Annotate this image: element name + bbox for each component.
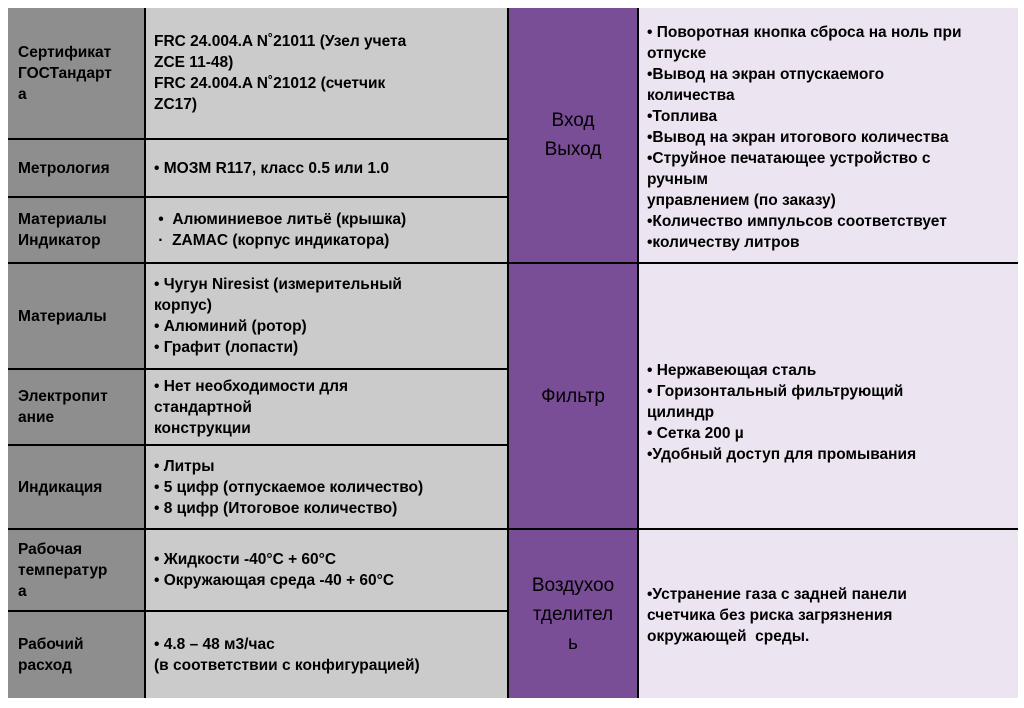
row-value-power (146, 370, 507, 444)
value-line: FRC 24.004.A N˚21012 (счетчик (154, 75, 386, 92)
value-line: • Литры (154, 457, 215, 475)
section-item: цилиндр (647, 404, 715, 421)
specification-table (8, 8, 1018, 698)
heading-lines (532, 571, 614, 658)
value-line: • 8 цифр (Итоговое количество) (154, 499, 398, 517)
section-item: •Удобный доступ для промывания (647, 446, 917, 463)
label-line: Материалы (18, 307, 107, 325)
section-item: • Поворотная кнопка сброса на ноль при (647, 24, 962, 41)
heading-line: Воздухоо (531, 574, 615, 596)
section-item: •Вывод на экран отпускаемого (647, 66, 885, 83)
label-lines (18, 386, 108, 428)
label-line: Индикация (18, 478, 103, 496)
value-line: • Алюминиевое литьё (крышка) (154, 211, 407, 228)
label-line: ание (18, 409, 55, 426)
value-line: · ZAMAC (корпус индикатора) (154, 232, 390, 249)
section-item: •Устранение газа с задней панели (647, 586, 907, 603)
row-label-operating-temperature (8, 530, 144, 610)
heading-lines (545, 106, 602, 164)
section-item: количества (647, 87, 735, 104)
section-item: •Количество импульсов соответствует (647, 213, 947, 230)
value-line: (в соответствии с конфигурацией) (154, 657, 420, 674)
label-line: а (18, 85, 27, 103)
label-lines (18, 42, 112, 105)
row-label-flow-rate (8, 612, 144, 698)
value-line: • Алюминий (ротор) (154, 318, 307, 335)
label-line: ГОСТандарт (18, 64, 112, 82)
row-label-display (8, 446, 144, 528)
section-item: •Вывод на экран итогового количества (647, 129, 949, 146)
value-line: • Чугун Niresist (измерительный (154, 276, 402, 293)
section-heading-air-separator (509, 530, 637, 698)
row-value-flow-rate (146, 612, 507, 698)
row-value-materials-indicator (146, 198, 507, 262)
section-items-filter (639, 264, 1018, 528)
row-value-display (146, 446, 507, 528)
section-items-input-output (639, 8, 1018, 262)
heading-line: Вход (551, 110, 595, 131)
heading-line: Выход (544, 139, 602, 160)
row-label-metrology (8, 140, 144, 196)
value-line: FRC 24.004.A N˚21011 (Узел учета (154, 33, 407, 50)
value-line: конструкции (154, 419, 251, 437)
section-item: • Нержавеющая сталь (647, 362, 817, 379)
heading-line: ь (568, 632, 578, 654)
heading-line: тделител (532, 603, 614, 625)
row-value-operating-temperature (146, 530, 507, 610)
section-item: • Сетка 200 µ (647, 425, 744, 442)
label-line: температур (18, 561, 108, 579)
label-lines (18, 209, 107, 251)
value-line: • Нет необходимости для (154, 377, 349, 395)
row-value-materials (146, 264, 507, 368)
value-line: • 4.8 – 48 м3/час (154, 636, 275, 653)
row-label-certificate (8, 8, 144, 138)
value-line: ZCE 11-48) (154, 54, 234, 71)
value-line: • Окружающая среда -40 + 60°C (154, 572, 395, 589)
label-lines (18, 539, 107, 602)
value-line: корпус) (154, 297, 212, 314)
row-label-power (8, 370, 144, 444)
label-line: а (18, 582, 27, 600)
section-item: управлением (по заказу) (647, 192, 836, 209)
row-value-certificate (146, 8, 507, 138)
value-line: • Графит (лопасти) (154, 339, 299, 356)
row-label-materials (8, 264, 144, 368)
section-item: •количеству литров (647, 234, 800, 251)
section-item: окружающей среды. (647, 628, 810, 645)
section-item: счетчика без риска загрязнения (647, 607, 893, 624)
label-line: Рабочая (18, 540, 83, 558)
label-line: Электропит (18, 388, 108, 405)
row-value-metrology (146, 140, 507, 196)
label-line: Индикатор (18, 232, 101, 249)
heading-line: Фильтр (541, 385, 605, 407)
value-line: • МОЗМ R117, класс 0.5 или 1.0 (154, 159, 390, 177)
section-items-air-separator (639, 530, 1018, 698)
value-line: стандартной (154, 398, 252, 416)
value-line: • Жидкости -40°C + 60°C (154, 551, 337, 568)
label-line: расход (18, 657, 72, 674)
label-lines (18, 634, 83, 676)
label-line: Метрология (18, 159, 110, 177)
label-line: Рабочий (18, 636, 84, 653)
value-line: ZC17) (154, 96, 198, 113)
row-label-materials-indicator (8, 198, 144, 262)
label-line: Материалы (18, 211, 107, 228)
section-item: •Струйное печатающее устройство с (647, 150, 931, 167)
section-item: •Топлива (647, 108, 718, 125)
value-line: • 5 цифр (отпускаемое количество) (154, 478, 424, 496)
section-item: ручным (647, 171, 708, 188)
section-heading-filter (509, 264, 637, 528)
section-item: отпуске (647, 45, 707, 62)
label-line: Сертификат (18, 43, 112, 61)
section-item: • Горизонтальный фильтрующий (647, 383, 904, 400)
section-heading-input-output (509, 8, 637, 262)
